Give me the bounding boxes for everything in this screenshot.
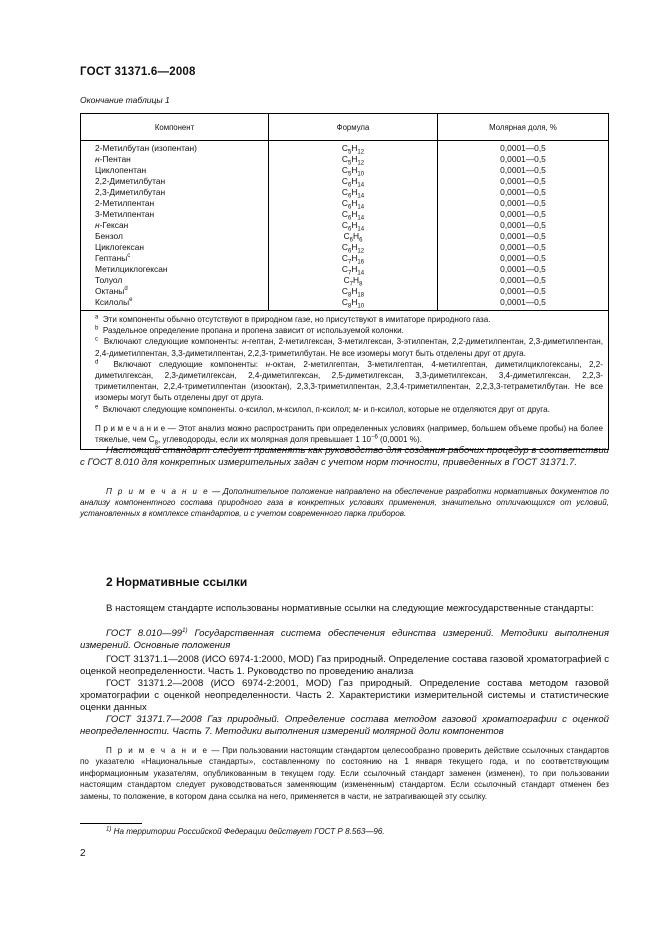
component-cell: Толуол — [95, 275, 123, 285]
formula-cell: $C_6H_{12}$ — [341, 242, 365, 255]
section-intro: В настоящем стандарте использованы нормативные ссылки на следующие межгосударственные стандарты: — [106, 603, 594, 614]
scope-note: П р и м е ч а н и е — Дополнительное положение направлено на обеспечение разработки нормативных документов по анализу компонентного состава природного газа в конкретных условиях применения, значительно отличающихся от условий, установленных в комплексе стандартов, и с учетом современного парка приборов. — [80, 487, 610, 519]
column-header-component: Компонент — [81, 114, 269, 141]
component-cell: 2,2-Диметилбутан — [95, 176, 166, 186]
fraction-cell: 0,0001—0,5 — [500, 275, 546, 285]
formula-cell: $C_8H_{10}$ — [341, 297, 365, 310]
component-cell: Циклопентан — [95, 165, 147, 175]
fraction-cell: 0,0001—0,5 — [500, 286, 546, 296]
table-note-c: $^c$ Включают следующие компоненты: н-гептан, 2-метилгексан, 3-метилгексан, 3-этилпентан, 2,2-диметилпентан, 2,3-диметилпентан, 2,4-диметилпентан, 3,3-диметилпентан, 2,2,3-триметилбутан. Не все изомеры могут быть отделены друг от друга. — [95, 336, 604, 358]
formula-cell: $C_6H_{14}$ — [341, 187, 365, 200]
reference-gost-8-010: ГОСТ 8.010—99$^{1)}$ Государственная система обеспечения единства измерений. Методики выполнения измерений. Основные положения — [80, 627, 610, 651]
formula-cell: $C_8H_{18}$ — [341, 286, 365, 299]
fraction-column — [438, 141, 609, 311]
fraction-cell: 0,0001—0,5 — [500, 187, 546, 197]
component-cell: Метилциклогексан — [95, 264, 168, 274]
fraction-cell: 0,0001—0,5 — [500, 209, 546, 219]
fraction-cell: 0,0001—0,5 — [500, 242, 546, 252]
formula-cell: $C_6H_{14}$ — [341, 198, 365, 211]
component-cell: Циклогексан — [95, 242, 145, 252]
reference-gost-31371-7: ГОСТ 31371.7—2008 Газ природный. Определение состава методом газовой хроматографии с оценкой неопределенности. Часть 7. Методики выполнения измерений молярной доли компонентов — [80, 714, 609, 737]
column-header-formula: Формула — [269, 114, 438, 141]
components-table — [80, 113, 609, 450]
formula-cell: $C_6H_{14}$ — [341, 176, 365, 189]
section-title: 2 Нормативные ссылки — [106, 575, 248, 589]
component-cell: н-Гексан — [95, 220, 129, 230]
formula-cell: $C_5H_{12}$ — [341, 154, 365, 167]
table-note-e: $^e$ Включают следующие компоненты. о-ксилол, м-ксилол, п-ксилол; м- и п-ксилол, которые не отделяются друг от друга. — [95, 403, 550, 414]
table-primechanie: П р и м е ч а н и е — Этот анализ можно распространить при определенных условиях (например, большем объеме пробы) на более тяжелые, чем $C_8$, углеводороды, если их молярная доля превышает 1 $10^{-6}$ (0,0001 %). — [95, 423, 603, 447]
table-notes — [81, 311, 609, 450]
formula-cell: $C_7H_8$ — [343, 275, 363, 288]
fraction-cell: 0,0001—0,5 — [500, 220, 546, 230]
formula-cell: $C_6H_{14}$ — [341, 209, 365, 222]
document-header: ГОСТ 31371.6—2008 — [80, 66, 196, 78]
page-number: 2 — [80, 848, 86, 859]
formula-cell: $C_7H_{16}$ — [341, 253, 365, 266]
footnote-divider — [80, 823, 142, 824]
section-note: П р и м е ч а н и е — При пользовании настоящим стандартом целесообразно проверить действие ссылочных стандартов по указателю «Национальные стандарты», составленному по состоянию на 1 января текущего года, и по соответствующим информационным указателям, опубликованным в текущем году. Если ссылочный стандарт заменен (изменен), то при пользовании настоящим стандартом следует руководствоваться заменяющим (измененным) стандартом. Если ссылочный стандарт отменен без замены, то положение, в котором дана ссылка на него, применяется в части, не затрагивающей эту ссылку. — [80, 746, 609, 801]
component-cell: Октаны$^d$ — [95, 286, 128, 296]
table-note-a: $^a$ Эти компоненты обычно отсутствуют в природном газе, но присутствуют в имитаторе природного газа. — [95, 314, 491, 324]
table-note-b: $^b$ Раздельное определение пропана и пропена зависит от используемой колонки. — [95, 325, 404, 336]
component-cell: Ксилолы$^e$ — [95, 297, 133, 307]
component-cell: 2-Метилбутан (изопентан) — [95, 143, 197, 153]
fraction-cell: 0,0001—0,5 — [500, 176, 546, 186]
component-cell: 3-Метилпентан — [95, 209, 155, 219]
fraction-cell: 0,0001—0,5 — [500, 198, 546, 208]
fraction-cell: 0,0001—0,5 — [500, 253, 546, 263]
component-cell: 2-Метилпентан — [95, 198, 155, 208]
formula-cell: $C_5H_{10}$ — [341, 165, 365, 178]
formula-cell: $C_6H_6$ — [343, 231, 363, 244]
table-caption: Окончание таблицы 1 — [80, 95, 170, 105]
component-cell: Бензол — [95, 231, 123, 241]
formula-column — [269, 141, 438, 311]
table-note-d: $^d$ Включают следующие компоненты: н-октан, 2-метилгептан, 3-метилгептан, 4-метилгептан, диметилциклогексаны, 2,2-диметилгексан, 2,3-диметилгексан, 2,4-диметилгексан, 2,5-диметилгексан, 3,3-диметилгексан, 3,4-диметилгексан, 2,2,3-триметилпентан, 2,2,4-триметилпентан (изооктан), 2,3,3-триметилпентан, 2,3,4-триметилпентан, 2,2,3,3-тетраметилбутан. Не все изомеры могут быть отделены друг от друга. — [95, 359, 603, 403]
component-column — [81, 141, 269, 311]
formula-cell: $C_5H_{12}$ — [341, 143, 365, 156]
formula-cell: $C_7H_{14}$ — [341, 264, 365, 277]
component-cell: Гептаны$^c$ — [95, 253, 131, 263]
component-cell: н-Пентан — [95, 154, 131, 164]
formula-cell: $C_6H_{14}$ — [341, 220, 365, 233]
fraction-cell: 0,0001—0,5 — [500, 143, 546, 153]
reference-gost-31371-2: ГОСТ 31371.2—2008 (ИСО 6974-2:2001, MOD) Газ природный. Определение состава методом газовой хроматографии с оценкой неопределенности. Часть 2. Характеристики измерительной системы и статистические оценки данных — [80, 678, 609, 713]
fraction-cell: 0,0001—0,5 — [500, 231, 546, 241]
fraction-cell: 0,0001—0,5 — [500, 297, 546, 307]
fraction-cell: 0,0001—0,5 — [500, 154, 546, 164]
component-cell: 2,3-Диметилбутан — [95, 187, 166, 197]
fraction-cell: 0,0001—0,5 — [500, 165, 546, 175]
fraction-cell: 0,0001—0,5 — [500, 264, 546, 274]
footnote: $^{1)}$ На территории Российской Федерации действует ГОСТ Р 8.563—96. — [106, 826, 385, 836]
column-header-fraction: Молярная доля, % — [438, 114, 609, 141]
reference-gost-31371-1: ГОСТ 31371.1—2008 (ИСО 6974-1:2000, MOD) Газ природный. Определение состава газовой хроматографией с оценкой неопределенности. Часть 1. Руководство по проведению анализа — [80, 654, 609, 677]
scope-paragraph: Настоящий стандарт следует применять как руководство для создания рабочих процедур в соответствии с ГОСТ 8.010 для конкретных измерительных задач с учетом норм точности, приведенных в ГОСТ 31371.7. — [80, 445, 609, 469]
